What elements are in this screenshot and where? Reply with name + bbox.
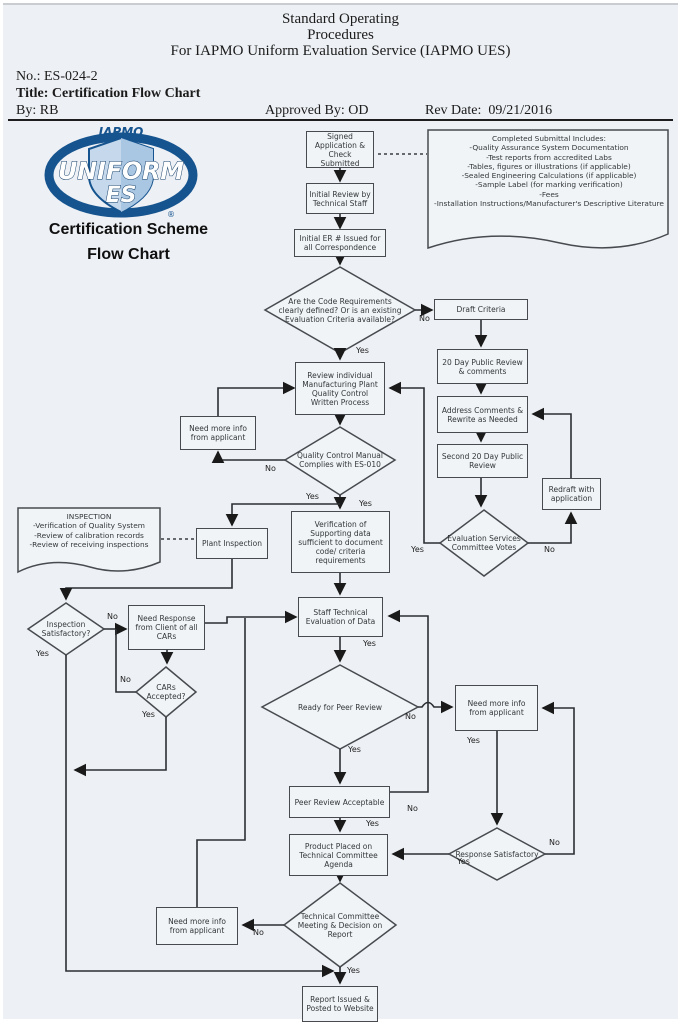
submittal-note-title: Completed Submittal Includes: bbox=[492, 134, 606, 143]
note-line: -Test reports from accredited Labs bbox=[486, 152, 612, 162]
node-draft-criteria: Draft Criteria bbox=[434, 299, 528, 320]
doc-title-line3: For IAPMO Uniform Evaluation Service (IAPMO UES) bbox=[170, 43, 511, 59]
edge-label-yes: Yes bbox=[467, 736, 480, 745]
edge-label-no: No bbox=[405, 712, 416, 721]
node-verification: Verification of Supporting data sufficient to document code/ criteria requirements bbox=[291, 511, 390, 573]
inspection-note-items bbox=[23, 521, 155, 549]
edge-label-yes: Yes bbox=[363, 639, 376, 648]
note-line: -Review of receiving inspections bbox=[29, 539, 149, 549]
node-staff-evaluation: Staff Technical Evaluation of Data bbox=[298, 597, 383, 637]
edge-label-yes: Yes bbox=[411, 545, 424, 554]
edge-label-yes: Yes bbox=[142, 710, 155, 719]
decision-cars-accepted: CARs Accepted? bbox=[146, 683, 186, 701]
connector-qc-no bbox=[218, 452, 285, 460]
edge-label-yes: Yes bbox=[347, 966, 360, 975]
node-signed-application: Signed Application & Check Submitted bbox=[306, 131, 374, 168]
decision-code-requirements: Are the Code Requirements clearly defined? Or is an existing Evaluation Criteria available? bbox=[278, 296, 402, 324]
logo-iapmo-text: IAPMO bbox=[98, 125, 144, 139]
logo-caption-line2: Flow Chart bbox=[87, 245, 170, 263]
node-20day-public-review: 20 Day Public Review & comments bbox=[437, 349, 528, 384]
decision-ready-peer: Ready for Peer Review bbox=[297, 702, 383, 712]
inspection-note-title: INSPECTION bbox=[66, 512, 112, 521]
note-line: -Quality Assurance System Documentation bbox=[469, 143, 629, 153]
edge-label-no: No bbox=[544, 545, 555, 554]
connector-redraft-return bbox=[533, 414, 571, 478]
logo-registered-mark: ® bbox=[167, 210, 175, 219]
node-need-more-info-2: Need more info from applicant bbox=[455, 685, 538, 731]
edge-label-no: No bbox=[265, 464, 276, 473]
edge-label-no: No bbox=[253, 928, 264, 937]
node-review-individual: Review individual Manufacturing Plant Quality Control Written Process bbox=[295, 362, 385, 415]
logo-es-text: ES bbox=[105, 183, 137, 208]
edge-label-no: No bbox=[549, 838, 560, 847]
edge-label-no: No bbox=[120, 675, 131, 684]
node-plant-inspection: Plant Inspection bbox=[196, 528, 268, 559]
connector-needinfo3-return bbox=[197, 618, 245, 907]
node-need-more-info-3: Need more info from applicant bbox=[156, 907, 238, 945]
node-peer-review-acceptable: Peer Review Acceptable bbox=[289, 786, 390, 818]
note-line: -Installation Instructions/Manufacturer's Descriptive Literature bbox=[434, 198, 664, 208]
decision-tcm-meeting: Technical Committee Meeting & Decision on Report bbox=[297, 911, 383, 939]
doc-approved-by: Approved By: OD bbox=[265, 103, 369, 118]
logo-caption-line1: Certification Scheme bbox=[48, 221, 209, 238]
connector-peer-no bbox=[418, 703, 452, 708]
note-line: -Sample Label (for marking verification) bbox=[475, 180, 623, 190]
node-need-more-info-1: Need more info from applicant bbox=[180, 416, 256, 450]
doc-title-line1: Standard Operating bbox=[281, 11, 400, 27]
edge-label-yes: Yes bbox=[359, 499, 372, 508]
connector-to-staff-eval bbox=[205, 617, 296, 623]
note-line: -Verification of Quality System bbox=[33, 521, 145, 531]
node-redraft: Redraft with application bbox=[542, 478, 601, 510]
node-need-response-cars: Need Response from Client of all CARs bbox=[128, 605, 205, 650]
decision-esc-votes: Evaluation Services Committee Votes bbox=[447, 534, 521, 552]
connector-votes-no bbox=[528, 513, 571, 543]
inspection-note bbox=[23, 512, 155, 549]
node-address-comments: Address Comments & Rewrite as Needed bbox=[437, 396, 528, 433]
edge-label-yes: Yes bbox=[306, 492, 319, 501]
edge-label-yes: Yes bbox=[366, 819, 379, 828]
doc-by: By: RB bbox=[16, 103, 59, 118]
connector-cars-yes bbox=[75, 717, 166, 770]
node-second-20day-review: Second 20 Day Public Review bbox=[437, 444, 528, 478]
flowchart-sheet bbox=[3, 3, 678, 1019]
logo-uniform-text: UNIFORM bbox=[58, 157, 185, 185]
decision-inspection-satisfactory: Inspection Satisfactory? bbox=[41, 620, 91, 638]
doc-number: No.: ES-024-2 bbox=[16, 69, 98, 84]
doc-rev-date: Rev Date: 09/21/2016 bbox=[425, 103, 553, 118]
submittal-note bbox=[433, 134, 665, 208]
edge-label-no: No bbox=[107, 612, 118, 621]
note-line: -Tables, figures or illustrations (if applicable) bbox=[467, 161, 631, 171]
node-initial-er: Initial ER # Issued for all Correspondence bbox=[294, 229, 386, 257]
doc-chart-title: Title: Certification Flow Chart bbox=[16, 86, 201, 101]
edge-label-yes: Yes bbox=[36, 649, 49, 658]
node-product-placed: Product Placed on Technical Committee Agenda bbox=[289, 834, 388, 876]
note-line: -Sealed Engineering Calculations (if applicable) bbox=[461, 171, 637, 180]
edge-label-no: No bbox=[407, 804, 418, 813]
edge-label-yes: Yes bbox=[457, 857, 470, 866]
edge-label-no: No bbox=[419, 314, 430, 323]
doc-title-line2: Procedures bbox=[307, 27, 374, 43]
edge-label-yes: Yes bbox=[356, 346, 369, 355]
node-initial-review: Initial Review by Technical Staff bbox=[306, 183, 374, 214]
node-report-issued: Report Issued & Posted to Website bbox=[302, 986, 378, 1022]
submittal-note-items bbox=[433, 143, 665, 208]
note-line: -Review of calibration records bbox=[34, 530, 144, 540]
connector-needinfo1-return bbox=[218, 388, 294, 416]
edge-label-yes: Yes bbox=[348, 745, 361, 754]
connector-votes-yes bbox=[390, 388, 440, 543]
decision-qc-manual: Quality Control Manual Complies with ES-010 bbox=[297, 451, 383, 469]
decision-response-satisfactory: Response Satisfactory bbox=[455, 849, 539, 859]
note-line: -Fees bbox=[539, 189, 559, 199]
connector-response-no bbox=[543, 708, 574, 854]
